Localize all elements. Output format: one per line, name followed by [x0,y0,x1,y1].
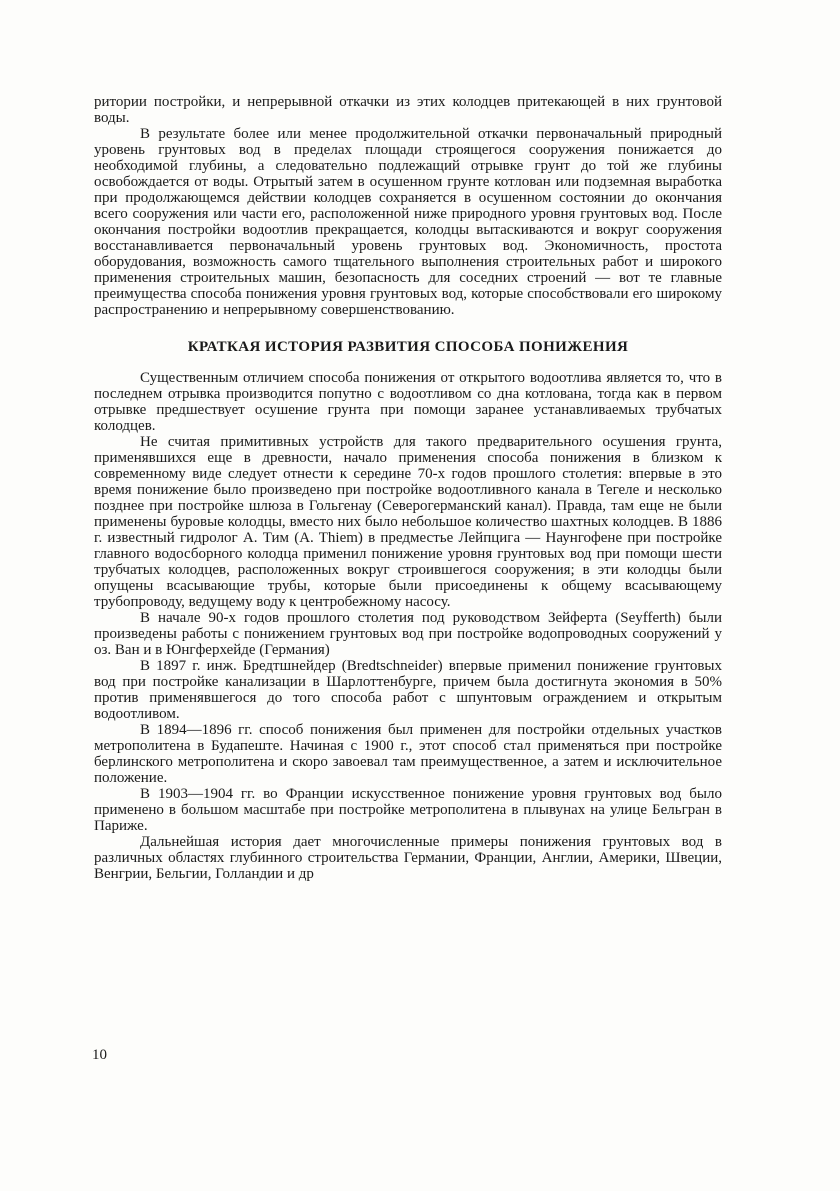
paragraph-history-7: Дальнейшая история дает многочисленные примеры понижения грунтовых вод в различных областях глубинного строительства Германии, Франции, Англии, Америки, Швеции, Венгрии, Бельгии, Голландии и др [94,834,722,882]
paragraph-history-2: Не считая примитивных устройств для такого предварительного осушения грунта, применявшихся еще в древности, начало применения способа понижения в близком к современному виде следует отнести к середине 70-х годов прошлого столетия: впервые в это время понижение было произведено при постройке водоотливного канала в Тегеле и несколько позднее при постройке шлюза в Гольгенау (Северогерманский канал). Правда, там еще не были применены буровые колодцы, вместо них было небольшое количество шахтных колодцев. В 1886 г. известный гидролог А. Тим (A. Thiem) в предместье Лейпцига — Наунгофене при постройке главного водосборного колодца применил понижение уровня грунтовых вод при помощи шести трубчатых колодцев, расположенных вокруг строившегося сооружения; в эти колодцы были опущены всасывающие трубы, которые были присоединены к общему всасывающему трубопроводу, ведущему воду к центробежному насосу. [94,434,722,610]
section-heading: КРАТКАЯ ИСТОРИЯ РАЗВИТИЯ СПОСОБА ПОНИЖЕНИЯ [187,339,629,355]
paragraph-overview: В результате более или менее продолжительной откачки первоначальный природный уровень грунтовых вод в пределах площади строящегося сооружения понижается до необходимой глубины, а следовательно подлежащий отрывке грунт до той же глубины освобождается от воды. Отрытый затем в осушенном грунте котлован или подземная выработка при продолжающемся действии колодцев сохраняется в осушенном состоянии до окончания всего сооружения или части его, расположенной ниже природного уровня грунтовых вод. После окончания постройки водоотлив прекращается, колодцы вытаскиваются и вокруг сооружения восстанавливается первоначальный уровень грунтовых вод. Экономичность, простота оборудования, возможность самого тщательного выполнения строительных работ и широкого применения строительных машин, безопасность для соседних строений — вот те главные преимущества способа понижения уровня грунтовых вод, которые способствовали его широкому распространению и непрерывному совершенствованию. [94,126,722,318]
paragraph-history-1: Существенным отличием способа понижения от открытого водоотлива является то, что в последнем отрывка производится попутно с водоотливом со дна котлована, тогда как в первом отрывке предшествует осушение грунта при помощи заранее устанавливаемых трубчатых колодцев. [94,370,722,434]
paragraph-history-6: В 1903—1904 гг. во Франции искусственное понижение уровня грунтовых вод было применено в большом масштабе при постройке метрополитена в плывунах на улице Бельгран в Париже. [94,786,722,834]
page-body [94,94,722,882]
page-number: 10 [92,1047,107,1063]
paragraph-history-5: В 1894—1896 гг. способ понижения был применен для постройки отдельных участков метрополитена в Будапеште. Начиная с 1900 г., этот способ стал применяться при постройке берлинского метрополитена и скоро завоевал там преимущественное, а затем и исключительное положение. [94,722,722,786]
paragraph-history-4: В 1897 г. инж. Бредтшнейдер (Bredtschneider) впервые применил понижение грунтовых вод при постройке канализации в Шарлоттенбурге, причем была достигнута экономия в 50% против применявшегося до того способа работ с шпунтовым ограждением и открытым водоотливом. [94,658,722,722]
paragraph-history-3: В начале 90-х годов прошлого столетия под руководством Зейферта (Seyfferth) были произведены работы с понижением грунтовых вод при постройке водопроводных сооружений у оз. Ван и в Юнгферхейде (Германия) [94,610,722,658]
paragraph-continuation: ритории постройки, и непрерывной откачки из этих колодцев притекающей в них грунтовой воды. [94,94,722,126]
